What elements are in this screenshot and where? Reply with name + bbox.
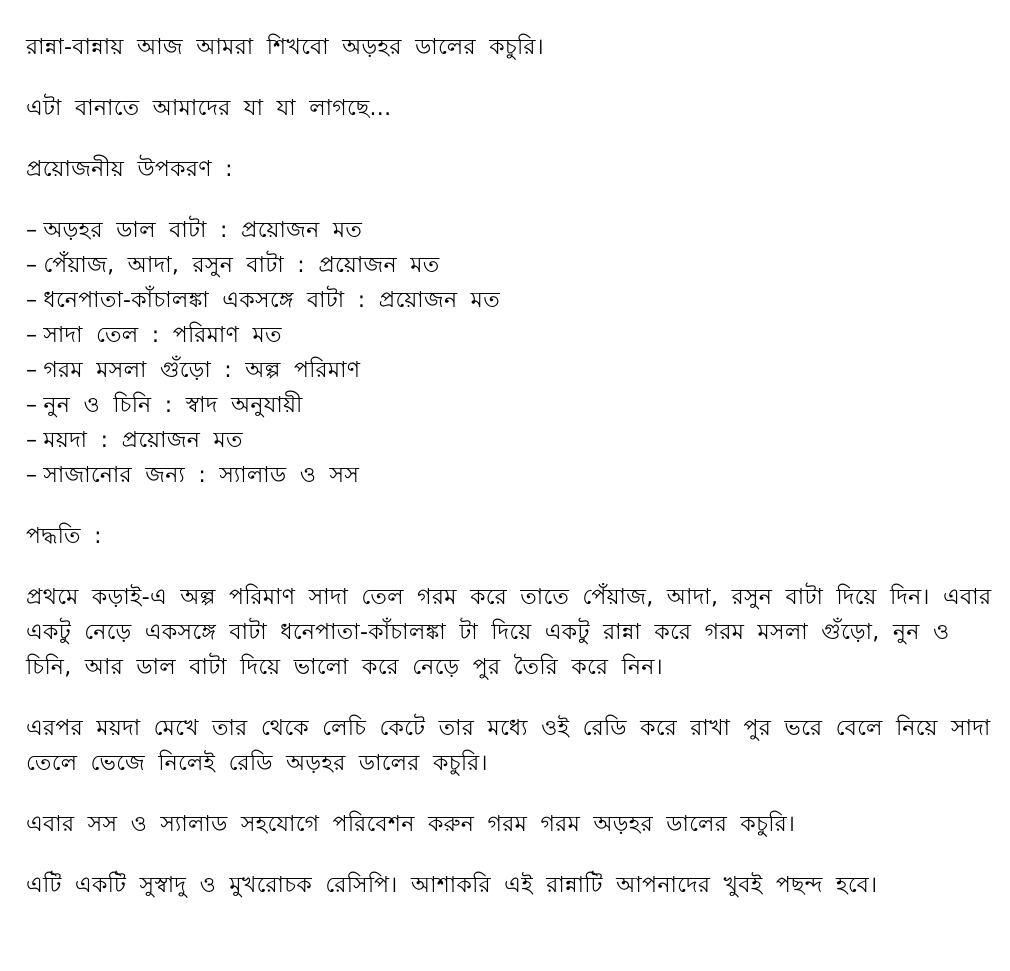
list-dash: – <box>26 253 38 278</box>
method-heading: পদ্ধতি : <box>26 524 102 549</box>
serving-paragraph: এবার সস ও স্যালাড সহযোগে পরিবেশন করুন গরম গরম অড়হর ডালের কচুরি। <box>26 812 796 837</box>
needs-line: এটা বানাতে আমাদের যা যা লাগছে... <box>26 96 392 121</box>
ingredient-item <box>26 248 996 283</box>
list-dash: – <box>26 218 38 243</box>
list-dash: – <box>26 323 38 348</box>
list-dash: – <box>26 428 38 453</box>
ingredient-text: ধনেপাতা-কাঁচালঙ্কা একসঙ্গে বাটা : প্রয়োজন মত <box>43 288 501 313</box>
list-dash: – <box>26 358 38 383</box>
recipe-document <box>26 30 1005 929</box>
list-dash: – <box>26 288 38 313</box>
ingredient-text: ময়দা : প্রয়োজন মত <box>43 428 243 453</box>
ingredient-item <box>26 213 996 248</box>
ingredients-heading: প্রয়োজনীয় উপকরণ : <box>26 157 233 182</box>
ingredient-item <box>26 388 996 423</box>
intro-line: রান্না-বান্নায় আজ আমরা শিখবো অড়হর ডালের কচুরি। <box>26 35 544 60</box>
ingredient-text: নুন ও চিনি : স্বাদ অনুযায়ী <box>43 393 303 418</box>
ingredient-item <box>26 423 996 458</box>
method-paragraph: প্রথমে কড়াই-এ অল্প পরিমাণ সাদা তেল গরম করে তাতে পেঁয়াজ, আদা, রসুন বাটা দিয়ে দিন। এবার একটু নেড়ে একসঙ্গে বাটা ধনেপাতা-কাঁচালঙ্কা টা দিয়ে একটু রান্না করে গরম মসলা গুঁড়ো, নুন ও চিনি, আর ডাল বাটা দিয়ে ভালো করে নেড়ে পুর তৈরি করে নিন। <box>26 585 1005 680</box>
ingredient-item <box>26 318 996 353</box>
list-dash: – <box>26 463 38 488</box>
list-dash: – <box>26 393 38 418</box>
ingredient-text: সাদা তেল : পরিমাণ মত <box>43 323 282 348</box>
ingredient-text: পেঁয়াজ, আদা, রসুন বাটা : প্রয়োজন মত <box>43 253 440 278</box>
ingredient-item <box>26 283 996 318</box>
ingredient-text: সাজানোর জন্য : স্যালাড ও সস <box>43 463 360 488</box>
ingredients-list <box>26 213 996 493</box>
closing-paragraph: এটি একটি সুস্বাদু ও মুখরোচক রেসিপি। আশাকরি এই রান্নাটি আপনাদের খুবই পছন্দ হবে। <box>26 873 878 898</box>
ingredient-item <box>26 458 996 493</box>
ingredient-item <box>26 353 996 388</box>
method-paragraph: এরপর ময়দা মেখে তার থেকে লেচি কেটে তার মধ্যে ওই রেডি করে রাখা পুর ভরে বেলে নিয়ে সাদা তেলে ভেজে নিলেই রেডি অড়হর ডালের কচুরি। <box>26 716 1004 776</box>
ingredient-text: গরম মসলা গুঁড়ো : অল্প পরিমাণ <box>43 358 361 383</box>
ingredient-text: অড়হর ডাল বাটা : প্রয়োজন মত <box>43 218 363 243</box>
